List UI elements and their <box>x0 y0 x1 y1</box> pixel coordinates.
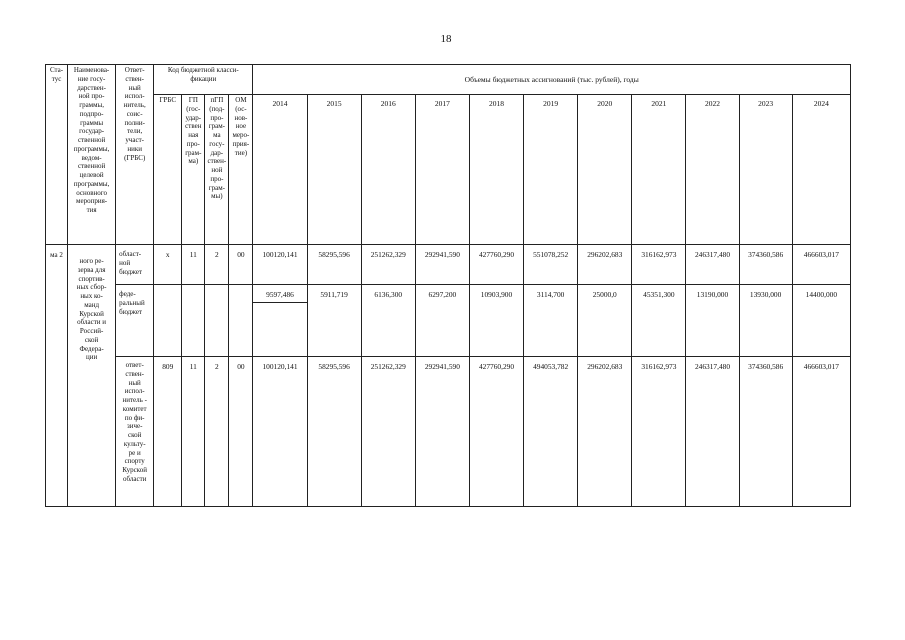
row-name <box>68 245 116 507</box>
header-status <box>46 65 68 245</box>
row-responsible <box>116 285 154 357</box>
year-header: 2014 <box>253 95 307 245</box>
header-pgp <box>205 95 229 245</box>
page-number: 18 <box>440 33 452 45</box>
header-status-text: Ста- тус <box>49 66 64 83</box>
year-header: 2023 <box>739 95 792 245</box>
cell-value: 246317,480 <box>686 357 739 507</box>
row-status <box>46 245 68 507</box>
row-status-text: ма 2 <box>50 251 63 259</box>
cell-value: 45351,300 <box>632 285 686 357</box>
cell-value: 10903,900 <box>469 285 523 357</box>
header-om-text: ОМ (ос- нов- ное меро- прия- тие) <box>232 96 250 157</box>
year-header: 2018 <box>469 95 523 245</box>
cell-value: 427760,290 <box>469 357 523 507</box>
cell-value <box>253 285 307 357</box>
cell-value: 374360,586 <box>739 245 792 285</box>
cell-value: 292941,590 <box>415 357 469 507</box>
cell-value: 58295,596 <box>307 357 361 507</box>
header-gp-text: ГП (гос- удар- ствен ная про- грам- ма) <box>185 96 202 166</box>
cell-gp: 11 <box>182 245 205 285</box>
cell-value: 14400,000 <box>792 285 850 357</box>
row-responsible-text: област- ной бюджет <box>119 250 143 276</box>
year-header: 2020 <box>578 95 632 245</box>
year-header: 2024 <box>792 95 850 245</box>
header-grbs <box>154 95 182 245</box>
cell-om: 00 <box>229 357 253 507</box>
header-name <box>68 65 116 245</box>
cell-value: 427760,290 <box>469 245 523 285</box>
cell-pgp <box>205 285 229 357</box>
header-budget-code <box>154 65 253 95</box>
cell-value: 58295,596 <box>307 245 361 285</box>
header-budget-code-text: Код бюджетной класси- фикации <box>167 66 239 83</box>
cell-gp: 11 <box>182 357 205 507</box>
cell-om <box>229 285 253 357</box>
table-row <box>46 357 851 507</box>
header-volumes <box>253 65 851 95</box>
cell-gp <box>182 285 205 357</box>
cell-pgp: 2 <box>205 245 229 285</box>
cell-value: 100120,141 <box>253 245 307 285</box>
header-pgp-text: пГП (под- про- грам- ма госу- дар- ствен- ной про- грам- мы) <box>207 96 227 201</box>
cell-value: 466603,017 <box>792 357 850 507</box>
cell-value: 5911,719 <box>307 285 361 357</box>
budget-table <box>45 64 851 507</box>
table-row <box>46 285 851 357</box>
year-header: 2015 <box>307 95 361 245</box>
year-header: 2022 <box>686 95 739 245</box>
cell-value: 246317,480 <box>686 245 739 285</box>
cell-value: 6297,200 <box>415 285 469 357</box>
cell-value: 25000,0 <box>578 285 632 357</box>
cell-value: 466603,017 <box>792 245 850 285</box>
table-row <box>46 245 851 285</box>
cell-value: 296202,683 <box>578 357 632 507</box>
cell-value: 13930,000 <box>739 285 792 357</box>
year-header: 2017 <box>415 95 469 245</box>
header-gp <box>182 95 205 245</box>
header-name-text: Наименова- ние госу- дарствен- ной про- граммы, подпро- граммы государ- ственной программы, ведом- ственной целевой программы, основного мероприя- тия <box>73 66 110 214</box>
cell-value: 100120,141 <box>253 357 307 507</box>
cell-value: 3114,700 <box>524 285 578 357</box>
cell-value: 374360,586 <box>739 357 792 507</box>
cell-pgp: 2 <box>205 357 229 507</box>
row-responsible-text: ответ- ствен- ный испол- нитель - комитет по фи- зиче- ской культу- ре и спорту Курской области <box>122 361 147 483</box>
year-header: 2021 <box>632 95 686 245</box>
header-responsible-text: Ответ- ствен- ный испол- нитель, соис- полни- тели, участ- ники (ГРБС) <box>123 66 146 162</box>
header-responsible <box>116 65 154 245</box>
year-header: 2016 <box>361 95 415 245</box>
cell-value: 6136,300 <box>361 285 415 357</box>
cell-grbs: х <box>154 245 182 285</box>
row-responsible <box>116 357 154 507</box>
header-grbs-text: ГРБС <box>159 96 177 104</box>
cell-value: 296202,683 <box>578 245 632 285</box>
cell-divider <box>253 302 306 303</box>
cell-om: 00 <box>229 245 253 285</box>
cell-value-text: 9597,486 <box>266 290 294 299</box>
cell-value: 494053,782 <box>524 357 578 507</box>
cell-grbs: 809 <box>154 357 182 507</box>
cell-value: 251262,329 <box>361 245 415 285</box>
cell-value: 551078,252 <box>524 245 578 285</box>
year-header: 2019 <box>524 95 578 245</box>
cell-value: 292941,590 <box>415 245 469 285</box>
row-name-text: ного ре- зерва для спортив- ных сбор- ных ко- манд Курской области и Россий- ской Федера- ции <box>76 257 107 362</box>
cell-value: 316162,973 <box>632 357 686 507</box>
row-responsible <box>116 245 154 285</box>
cell-grbs <box>154 285 182 357</box>
cell-value: 13190,000 <box>686 285 739 357</box>
row-responsible-text: феде- ральный бюджет <box>119 290 145 316</box>
header-om <box>229 95 253 245</box>
header-volumes-text: Объемы бюджетных ассигнований (тыс. рублей), годы <box>464 74 639 84</box>
cell-value: 316162,973 <box>632 245 686 285</box>
cell-value: 251262,329 <box>361 357 415 507</box>
